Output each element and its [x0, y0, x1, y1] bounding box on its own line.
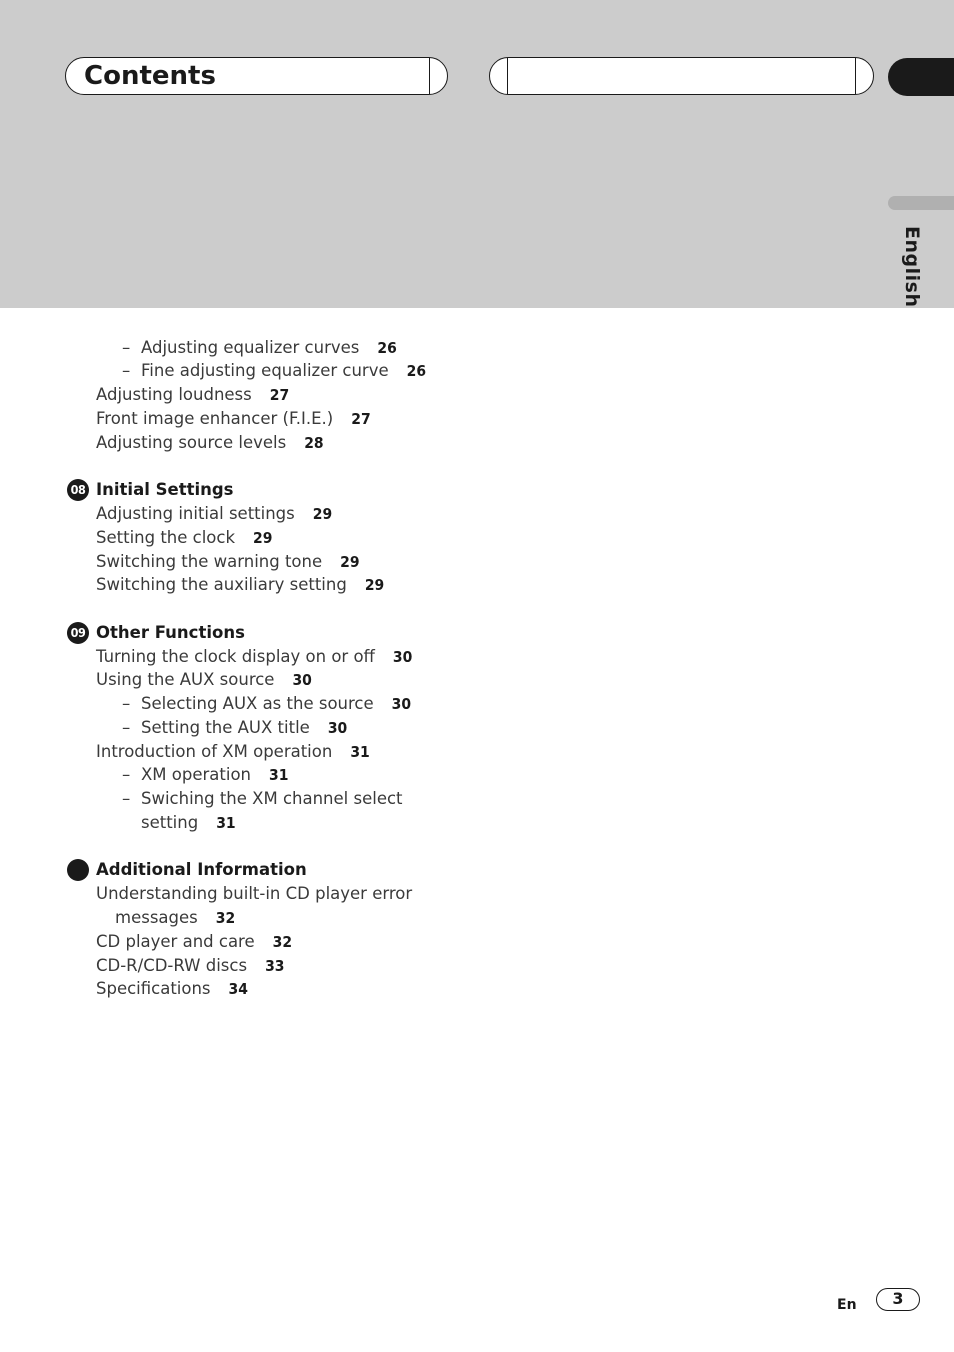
toc-entry-page: 34	[228, 980, 248, 998]
toc-entry[interactable]	[96, 741, 370, 763]
toc-entry-page: 26	[377, 339, 397, 357]
footer-language-code: En	[837, 1297, 857, 1313]
sub-entry-dash: –	[122, 361, 131, 380]
chapter-badge-09: 09	[67, 622, 89, 644]
toc-entry[interactable]	[96, 574, 384, 596]
toc-entry-text: Using the AUX source	[96, 670, 275, 689]
chapter-heading-additional-information[interactable]: Additional Information	[96, 860, 307, 879]
toc-entry[interactable]	[122, 764, 289, 786]
toc-entry-text: Selecting AUX as the source	[141, 694, 374, 713]
sub-entry-dash: –	[122, 765, 131, 784]
toc-entry[interactable]	[96, 646, 412, 668]
toc-entry-text: Setting the clock	[96, 528, 236, 547]
toc-entry[interactable]	[96, 955, 284, 977]
toc-entry-page: 30	[391, 695, 412, 713]
toc-entry-text: setting	[141, 813, 199, 832]
toc-entry-text: XM operation	[141, 765, 252, 784]
toc-entry-continuation[interactable]	[115, 907, 235, 929]
toc-entry[interactable]	[122, 717, 348, 739]
toc-entry-text: Setting the AUX title	[141, 718, 310, 737]
header-band	[0, 0, 954, 308]
sub-entry-dash: –	[122, 338, 131, 357]
chapter-badge-08: 08	[67, 479, 89, 501]
toc-entry-text: messages	[115, 908, 198, 927]
section-tab-black	[888, 58, 954, 96]
toc-entry-page: 28	[304, 434, 324, 452]
language-tab	[888, 196, 954, 210]
toc-entry[interactable]	[96, 408, 371, 430]
toc-entry-text: Understanding built-in CD player error	[96, 884, 413, 903]
title-frame-divider	[429, 58, 430, 94]
blank-header-frame	[489, 57, 874, 95]
language-label: English	[901, 226, 923, 308]
toc-entry-text: Adjusting equalizer curves	[141, 338, 360, 357]
page-number: 3	[876, 1288, 920, 1311]
chapter-heading-other-functions[interactable]: Other Functions	[96, 623, 245, 642]
toc-entry-text: CD player and care	[96, 932, 255, 951]
toc-entry-page: 30	[292, 671, 312, 689]
toc-entry-page: 27	[269, 386, 290, 404]
toc-entry-page: 26	[406, 362, 427, 380]
toc-entry-text: Front image enhancer (F.I.E.)	[96, 409, 334, 428]
toc-entry-page: 30	[327, 719, 348, 737]
toc-entry-text: Adjusting initial settings	[96, 504, 295, 523]
toc-entry-continuation[interactable]	[141, 812, 236, 834]
toc-entry[interactable]	[122, 693, 412, 715]
toc-entry-page: 31	[350, 743, 370, 761]
toc-entry-page: 27	[351, 410, 371, 428]
toc-entry-text: Swiching the XM channel select	[141, 789, 403, 808]
toc-entry[interactable]	[96, 669, 312, 691]
toc-entry-page: 33	[265, 957, 285, 975]
toc-entry-text: Switching the auxiliary setting	[96, 575, 347, 594]
toc-entry-page: 29	[253, 529, 273, 547]
blank-frame-divider-right	[855, 58, 856, 94]
toc-entry-text: Adjusting source levels	[96, 433, 287, 452]
sub-entry-dash: –	[122, 694, 131, 713]
toc-entry[interactable]	[96, 384, 289, 406]
toc-entry[interactable]	[96, 978, 248, 1000]
toc-entry-page: 31	[269, 766, 289, 784]
toc-entry[interactable]	[96, 883, 412, 905]
toc-entry-page: 29	[340, 553, 360, 571]
toc-entry[interactable]	[96, 503, 332, 525]
chapter-heading-initial-settings[interactable]: Initial Settings	[96, 480, 234, 499]
toc-entry[interactable]	[122, 360, 427, 382]
toc-entry-page: 30	[392, 648, 413, 666]
sub-entry-dash: –	[122, 718, 131, 737]
toc-entry-page: 32	[215, 909, 236, 927]
toc-entry[interactable]	[122, 337, 397, 359]
toc-entry-page: 29	[364, 576, 385, 594]
toc-entry-text: Specifications	[96, 979, 211, 998]
toc-entry-text: Adjusting loudness	[96, 385, 252, 404]
toc-entry[interactable]	[96, 432, 324, 454]
toc-entry-text: Turning the clock display on or off	[96, 647, 375, 666]
blank-frame-divider-left	[507, 58, 508, 94]
toc-entry-page: 31	[216, 814, 236, 832]
toc-entry[interactable]	[122, 788, 403, 810]
chapter-badge-additional	[67, 859, 89, 881]
toc-entry-page: 32	[272, 933, 293, 951]
toc-entry[interactable]	[96, 551, 360, 573]
toc-entry-text: CD-R/CD-RW discs	[96, 956, 248, 975]
sub-entry-dash: –	[122, 789, 131, 808]
toc-entry-text: Introduction of XM operation	[96, 742, 333, 761]
toc-entry-text: Switching the warning tone	[96, 552, 323, 571]
toc-entry[interactable]	[96, 931, 292, 953]
toc-entry[interactable]	[96, 527, 272, 549]
page-title: Contents	[84, 61, 216, 91]
toc-entry-text: Fine adjusting equalizer curve	[141, 361, 389, 380]
toc-entry-page: 29	[312, 505, 333, 523]
